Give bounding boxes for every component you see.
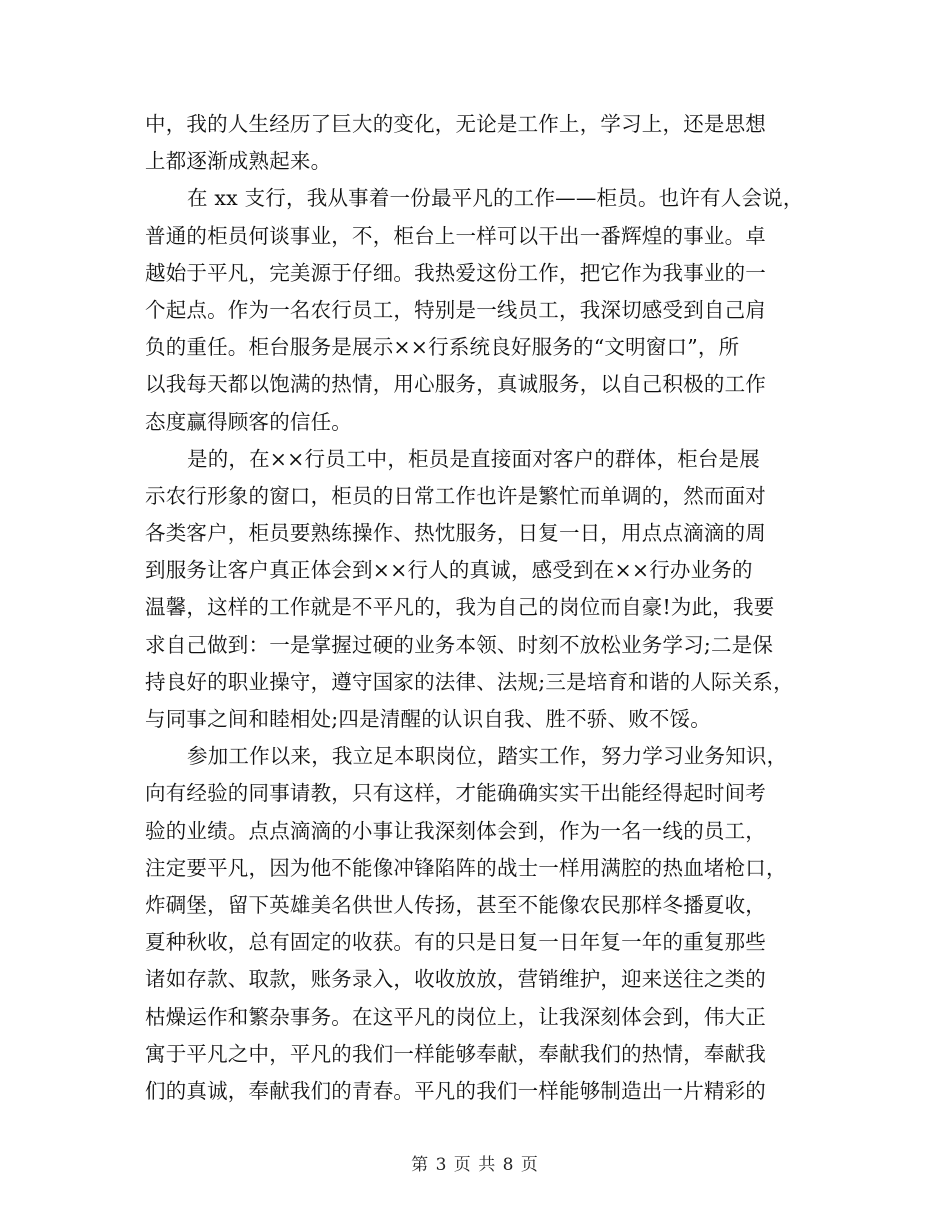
text-line: 向有经验的同事请教，只有这样，才能确确实实干出能经得起时间考 <box>145 781 766 806</box>
text-line: 越始于平凡，完美源于仔细。我热爱这份工作，把它作为我事业的一 <box>145 260 766 285</box>
text-line: 各类客户，柜员要熟练操作、热忱服务，日复一日，用点点滴滴的周 <box>145 521 766 546</box>
text-line: 们的真诚，奉献我们的青春。平凡的我们一样能够制造出一片精彩的 <box>145 1078 766 1103</box>
text-line: 诸如存款、取款，账务录入，收收放放，营销维护，迎来送往之类的 <box>145 967 766 992</box>
text-line: 示农行形象的窗口，柜员的日常工作也许是繁忙而单调的，然而面对 <box>145 483 766 508</box>
text-line: 是的，在××行员工中，柜员是直接面对客户的群体，柜台是展 <box>187 446 760 471</box>
text-line: 中，我的人生经历了巨大的变化，无论是工作上，学习上，还是思想 <box>145 112 766 136</box>
text-line: 普通的柜员何谈事业，不，柜台上一样可以干出一番辉煌的事业。卓 <box>145 223 766 248</box>
text-line: 以我每天都以饱满的热情，用心服务，真诚服务，以自己积极的工作 <box>145 372 766 397</box>
text-line: 参加工作以来，我立足本职岗位，踏实工作，努力学习业务知识， <box>187 744 788 769</box>
text-line: 态度赢得顾客的信任。 <box>145 409 352 434</box>
text-line: 上都逐渐成熟起来。 <box>145 149 332 174</box>
text-line: 负的重任。柜台服务是展示××行系统良好服务的“文明窗口”，所 <box>145 335 740 360</box>
text-line: 验的业绩。点点滴滴的小事让我深刻体会到，作为一名一线的员工， <box>145 818 766 843</box>
text-line: 求自己做到：一是掌握过硬的业务本领、时刻不放松业务学习;二是保 <box>145 632 774 657</box>
text-line: 到服务让客户真正体会到××行人的真诚，感受到在××行办业务的 <box>145 558 753 583</box>
text-line: 与同事之间和睦相处;四是清醒的认识自我、胜不骄、败不馁。 <box>145 707 712 731</box>
text-line: 枯燥运作和繁杂事务。在这平凡的岗位上，让我深刻体会到，伟大正 <box>145 1004 766 1029</box>
text-line: 寓于平凡之中，平凡的我们一样能够奉献，奉献我们的热情，奉献我 <box>145 1041 766 1066</box>
page-number-footer: 第 3 页 共 8 页 <box>411 1155 539 1175</box>
text-line: 夏种秋收，总有固定的收获。有的只是日复一日年复一年的重复那些 <box>145 930 766 955</box>
text-line: 炸碉堡，留下英雄美名供世人传扬，甚至不能像农民那样冬播夏收， <box>145 892 766 917</box>
document-body <box>145 106 825 1110</box>
text-line: 持良好的职业操守，遵守国家的法律、法规;三是培育和谐的人际关系， <box>145 669 794 694</box>
text-line: 个起点。作为一名农行员工，特别是一线员工，我深切感受到自己肩 <box>145 297 766 322</box>
text-line: 温馨，这样的工作就是不平凡的，我为自己的岗位而自豪!为此，我要 <box>145 595 775 620</box>
text-line: 在 xx 支行，我从事着一份最平凡的工作——柜员。也许有人会说， <box>187 186 804 211</box>
text-line: 注定要平凡，因为他不能像冲锋陷阵的战士一样用满腔的热血堵枪口， <box>145 855 787 880</box>
